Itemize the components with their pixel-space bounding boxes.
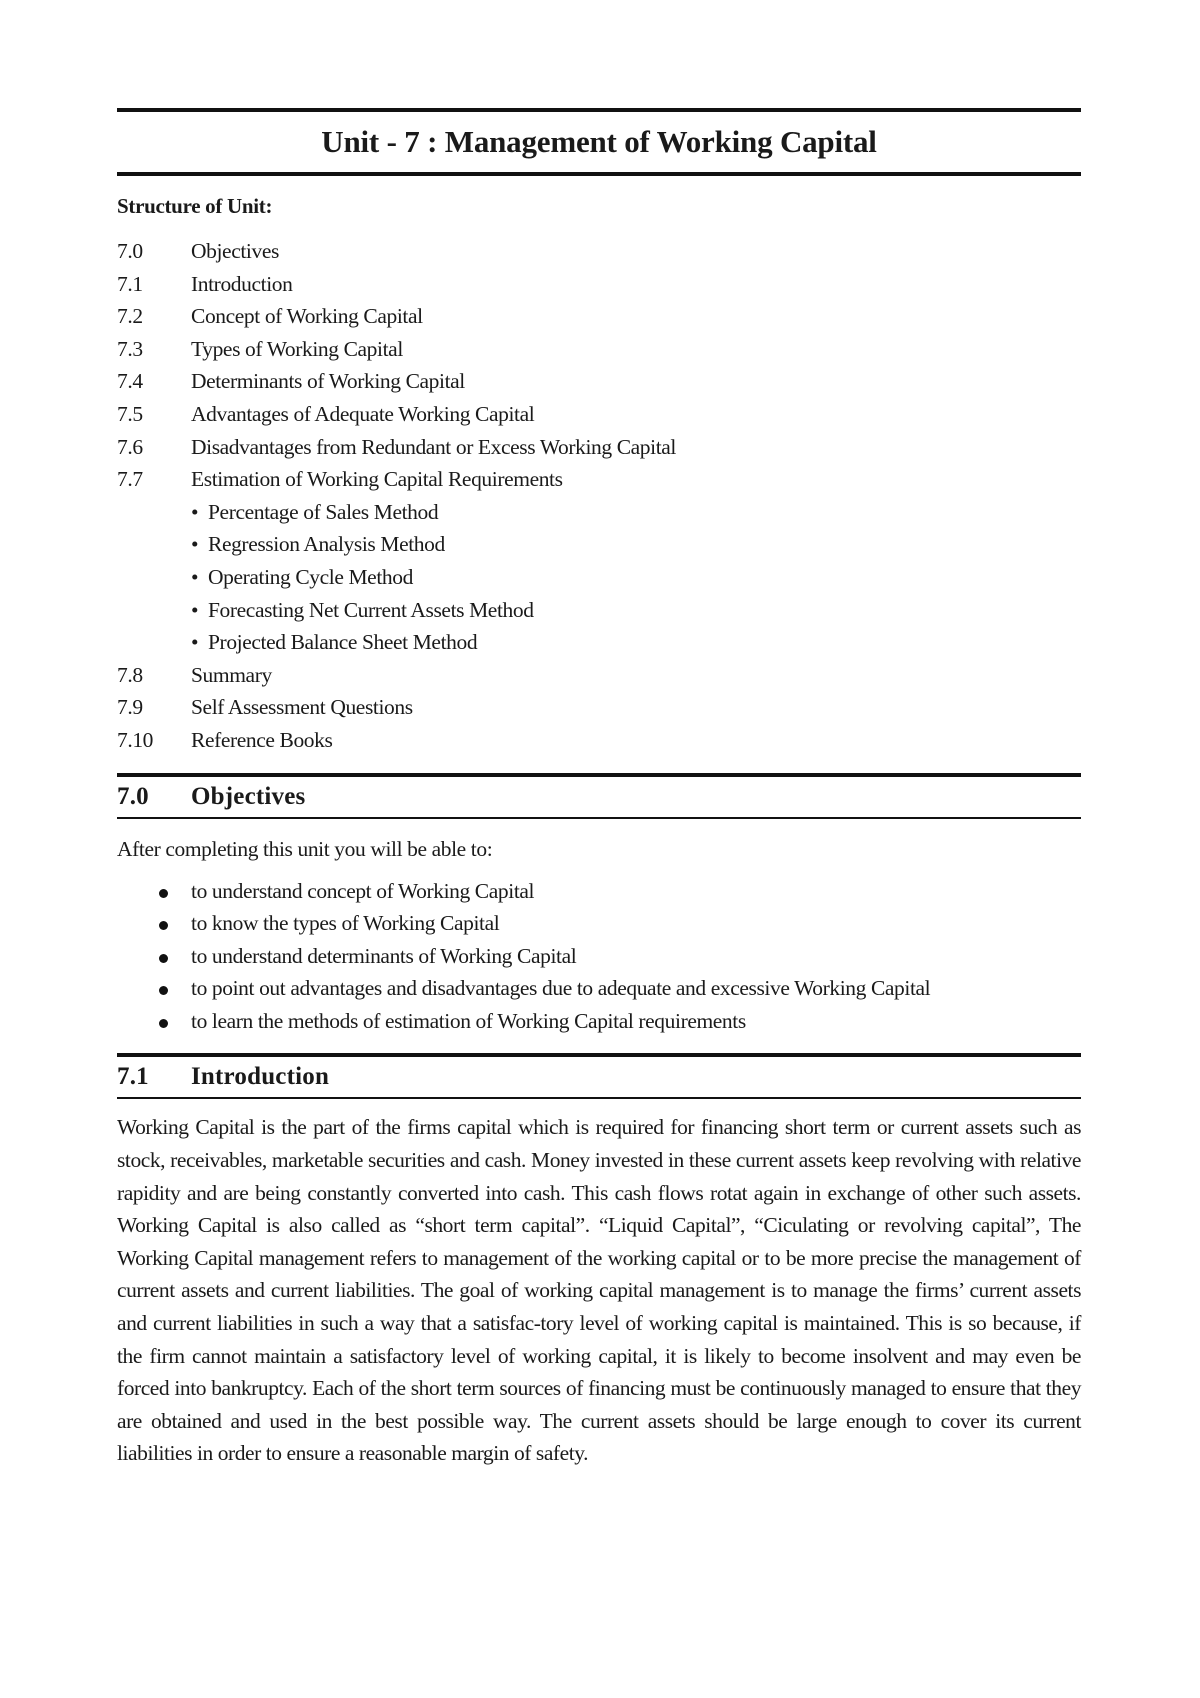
toc-label: Introduction [191,271,293,296]
toc-item [117,431,1081,464]
list-item-text: to learn the methods of estimation of Working Capital requirements [191,1008,746,1033]
list-item [117,875,1081,908]
toc-subitem [117,594,1081,627]
section-number: 7.1 [117,1063,149,1091]
list-item-text: to point out advantages and disadvantages due to adequate and excessive Working Capital [191,976,931,1001]
toc-item [117,300,1081,333]
toc-number: 7.5 [117,401,143,426]
bullet-icon [117,907,191,940]
toc-subitem-label: Percentage of Sales Method [208,499,439,524]
toc-subitem [117,528,1081,561]
list-item [117,972,1081,1005]
list-item-text: to know the types of Working Capital [191,911,500,936]
toc-subitem [117,496,1081,529]
toc-number: 7.7 [117,467,143,492]
table-of-contents [117,235,1081,757]
toc-label: Determinants of Working Capital [191,369,465,394]
bullet-icon: • [191,499,199,524]
toc-item [117,235,1081,268]
introduction-paragraph: Working Capital is the part of the firms capital which is required for financing short term or current assets such as stock, receivables, marketable securities and cash. Money invested in these current assets keep revolving with relative rapidity and are being constantly converted into cash. This cash flows rotat again in exchange of other such assets. Working Capital is also called as “short term capital”. “Liquid Capital”, “Ciculating or revolving capital”, The Working Capital management refers to management of the working capital or to be more precise the management of current assets and current liabilities. The goal of working capital management is to manage the firms’ current assets and current liabilities in such a way that a satisfac-tory level of working capital is maintained. This is so because, if the firm cannot maintain a satisfactory level of working capital, it is likely to become insolvent and may even be forced into bankruptcy. Each of the short term sources of financing must be continuously managed to ensure that they are obtained and used in the best possible way. The current assets should be large enough to cover its current liabilities in order to ensure a reasonable margin of safety. [117,1115,1081,1466]
toc-number: 7.9 [117,695,143,720]
list-item-text: to understand determinants of Working Capital [191,943,577,968]
toc-number: 7.3 [117,336,143,361]
toc-item [117,333,1081,366]
toc-subitem [117,626,1081,659]
document-page [117,108,1081,1470]
bullet-icon: • [191,532,199,557]
toc-label: Advantages of Adequate Working Capital [191,401,535,426]
title-bottom-rule [117,172,1081,176]
bullet-icon: • [191,630,199,655]
section-heading-objectives [117,773,1081,819]
toc-item [117,724,1081,757]
bullet-icon [117,972,191,1005]
toc-number: 7.10 [117,727,154,752]
toc-number: 7.0 [117,239,143,263]
bullet-icon [117,940,191,973]
toc-number: 7.6 [117,434,143,459]
bullet-icon [117,1005,191,1038]
bullet-icon [117,875,191,908]
toc-item [117,463,1081,496]
toc-label: Disadvantages from Redundant or Excess Working Capital [191,434,676,459]
section-heading-introduction [117,1053,1081,1099]
toc-label: Self Assessment Questions [191,695,413,720]
toc-subitem-label: Forecasting Net Current Assets Method [208,597,534,622]
toc-subitem-label: Regression Analysis Method [208,532,445,557]
toc-item [117,365,1081,398]
toc-label: Reference Books [191,727,333,752]
objectives-lead: After completing this unit you will be able to: [117,836,493,861]
bullet-icon: • [191,564,199,589]
section-number: 7.0 [117,782,149,810]
structure-label: Structure of Unit: [117,194,273,218]
toc-number: 7.8 [117,662,143,687]
toc-number: 7.4 [117,369,143,394]
list-item [117,1005,1081,1038]
list-item [117,940,1081,973]
toc-label: Estimation of Working Capital Requirements [191,467,563,492]
toc-label: Concept of Working Capital [191,304,423,329]
toc-subitem-label: Operating Cycle Method [208,564,413,589]
list-item [117,907,1081,940]
toc-item [117,268,1081,301]
toc-subitem [117,561,1081,594]
unit-title: Unit - 7 : Management of Working Capital [321,124,877,159]
toc-subitem-label: Projected Balance Sheet Method [208,630,478,655]
toc-item [117,691,1081,724]
objectives-list [117,875,1081,1038]
section-title: Introduction [191,1063,330,1091]
bullet-icon: • [191,597,199,622]
toc-label: Objectives [191,239,279,263]
toc-label: Summary [191,662,272,687]
toc-item [117,659,1081,692]
toc-label: Types of Working Capital [191,336,403,361]
toc-number: 7.1 [117,271,143,296]
toc-item [117,398,1081,431]
list-item-text: to understand concept of Working Capital [191,878,535,903]
toc-number: 7.2 [117,304,143,329]
section-title: Objectives [191,782,306,810]
